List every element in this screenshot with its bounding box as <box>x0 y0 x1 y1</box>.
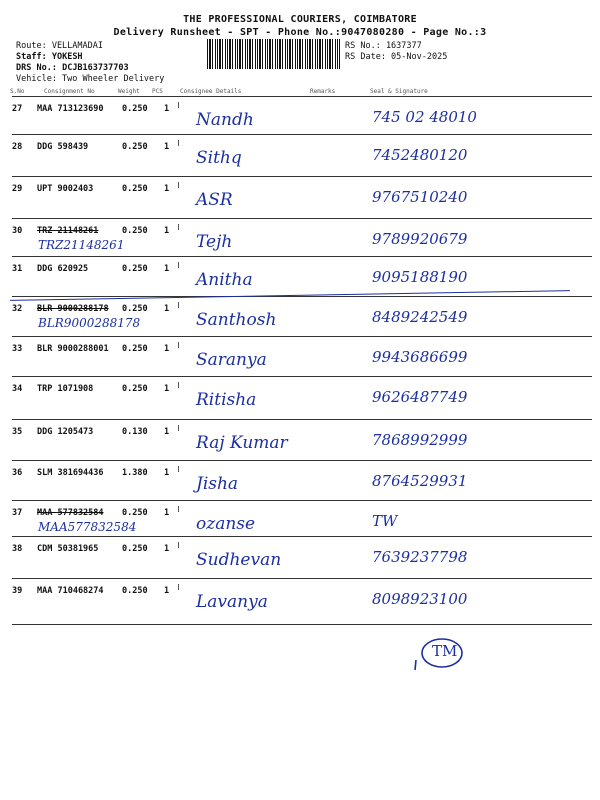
meta-right-block <box>345 41 447 63</box>
row-consignment: MAA 577832584 <box>37 508 104 518</box>
row-sno: 31 <box>12 264 23 274</box>
col-consignee: Consignee Details <box>180 88 242 95</box>
table-row <box>0 100 600 130</box>
row-rule <box>12 578 592 579</box>
row-signature-phone: 9789920679 <box>372 230 468 248</box>
row-consignment: MAA 710468274 <box>37 586 104 596</box>
row-consignee-name: ozanse <box>196 514 256 534</box>
row-signature-phone: 9943686699 <box>372 348 468 366</box>
row-weight: 0.250 <box>122 142 148 152</box>
row-rule <box>12 176 592 177</box>
row-pcs: 1 <box>164 384 170 394</box>
row-signature-phone: 9095188190 <box>372 268 468 286</box>
cell-divider <box>178 425 179 431</box>
cell-divider <box>178 102 179 108</box>
row-consignee-name: Saranya <box>196 350 267 370</box>
table-row <box>0 180 600 210</box>
row-rule <box>12 336 592 337</box>
table-row <box>0 504 600 534</box>
row-pcs: 1 <box>164 142 170 152</box>
row-weight: 0.250 <box>122 586 148 596</box>
table-row <box>0 540 600 570</box>
row-consignee-name: Nandh <box>196 110 254 130</box>
row-pcs: 1 <box>164 344 170 354</box>
row-sno: 39 <box>12 586 23 596</box>
row-pcs: 1 <box>164 544 170 554</box>
row-weight: 0.250 <box>122 544 148 554</box>
cell-divider <box>178 466 179 472</box>
row-sno: 30 <box>12 226 23 236</box>
row-weight: 0.250 <box>122 104 148 114</box>
row-consignee-name: Ritisha <box>196 390 257 410</box>
runsheet-subtitle: Delivery Runsheet - SPT - Phone No.:9047080280 - Page No.:3 <box>113 27 487 38</box>
row-rule <box>12 256 592 257</box>
cell-divider <box>178 140 179 146</box>
row-signature-phone: 8764529931 <box>372 472 468 490</box>
row-signature-phone: 9626487749 <box>372 388 468 406</box>
staff-label: Staff: <box>16 52 47 62</box>
cell-divider <box>178 302 179 308</box>
table-row <box>0 380 600 410</box>
row-consignment: DDG 598439 <box>37 142 89 152</box>
row-rule <box>12 296 592 297</box>
row-sno: 36 <box>12 468 23 478</box>
row-signature-phone: 745 02 48010 <box>372 108 477 126</box>
vehicle-text: Vehicle: Two Wheeler Delivery <box>16 74 165 84</box>
row-sno: 29 <box>12 184 23 194</box>
cell-divider <box>178 224 179 230</box>
cell-divider <box>178 182 179 188</box>
row-consignee-name: Tejh <box>196 232 233 252</box>
row-consignment: BLR 9000288178 <box>37 304 109 314</box>
col-pcs: PCS <box>152 88 163 95</box>
row-consignment-handwritten: MAA577832584 <box>38 520 137 534</box>
row-consignment-handwritten: BLR9000288178 <box>38 316 141 330</box>
row-signature-phone: 7868992999 <box>372 431 468 449</box>
row-consignment: CDM 50381965 <box>37 544 99 554</box>
row-consignee-name: Santhosh <box>196 310 277 330</box>
row-rule <box>12 500 592 501</box>
row-rule <box>12 419 592 420</box>
stamp-text: TM <box>432 642 458 660</box>
row-consignee-name: Raj Kumar <box>196 433 288 453</box>
row-consignee-name: Lavanya <box>196 592 268 612</box>
row-rule <box>12 460 592 461</box>
col-remarks: Remarks <box>310 88 336 95</box>
row-rule <box>12 376 592 377</box>
row-consignment: DDG 620925 <box>37 264 89 274</box>
col-sno: S.No <box>10 88 25 95</box>
row-weight: 0.130 <box>122 427 148 437</box>
row-weight: 1.380 <box>122 468 148 478</box>
row-pcs: 1 <box>164 586 170 596</box>
row-consignment-handwritten: TRZ21148261 <box>38 238 125 252</box>
table-row <box>0 340 600 370</box>
row-signature-phone: 7639237798 <box>372 548 468 566</box>
col-weight: Weight <box>118 88 140 95</box>
row-weight: 0.250 <box>122 384 148 394</box>
row-sno: 33 <box>12 344 23 354</box>
table-row <box>0 260 600 290</box>
cell-divider <box>178 584 179 590</box>
row-pcs: 1 <box>164 427 170 437</box>
row-consignee-name: Sithq <box>196 148 242 168</box>
row-sno: 28 <box>12 142 23 152</box>
row-weight: 0.250 <box>122 344 148 354</box>
cell-divider <box>178 262 179 268</box>
company-title: THE PROFESSIONAL COURIERS, COIMBATORE <box>183 14 417 25</box>
row-weight: 0.250 <box>122 508 148 518</box>
row-weight: 0.250 <box>122 184 148 194</box>
table-row <box>0 300 600 330</box>
rs-number: RS No.: 1637377 <box>345 41 422 51</box>
route-text: Route: VELLAMADAI <box>16 41 103 51</box>
row-consignment: SLM 381694436 <box>37 468 104 478</box>
row-rule <box>12 536 592 537</box>
cell-divider <box>178 342 179 348</box>
row-consignee-name: Sudhevan <box>196 550 282 570</box>
row-sno: 38 <box>12 544 23 554</box>
row-weight: 0.250 <box>122 304 148 314</box>
header-rule <box>12 96 592 97</box>
column-header-row <box>10 88 590 96</box>
cell-divider <box>178 506 179 512</box>
table-end-rule <box>12 624 592 625</box>
staff-line <box>16 52 164 63</box>
table-row <box>0 138 600 168</box>
row-signature-phone: 7452480120 <box>372 146 468 164</box>
table-row <box>0 222 600 252</box>
row-rule <box>12 218 592 219</box>
row-weight: 0.250 <box>122 264 148 274</box>
row-signature-phone: TW <box>372 512 398 530</box>
row-signature-phone: 8098923100 <box>372 590 468 608</box>
row-pcs: 1 <box>164 468 170 478</box>
row-consignee-name: Anitha <box>196 270 253 290</box>
row-signature-phone: 9767510240 <box>372 188 468 206</box>
row-sno: 27 <box>12 104 23 114</box>
meta-left-block <box>16 41 164 85</box>
table-row <box>0 464 600 494</box>
row-consignment: UPT 9002403 <box>37 184 94 194</box>
row-consignment: BLR 9000288001 <box>37 344 109 354</box>
row-sno: 32 <box>12 304 23 314</box>
col-signature: Seal & Signature <box>370 88 428 95</box>
footer-stamp <box>412 634 472 678</box>
drs-number: DCJB163737703 <box>62 63 129 73</box>
row-consignee-name: ASR <box>196 190 233 210</box>
row-weight: 0.250 <box>122 226 148 236</box>
row-signature-phone: 8489242549 <box>372 308 468 326</box>
row-consignment: MAA 713123690 <box>37 104 104 114</box>
row-sno: 37 <box>12 508 23 518</box>
row-pcs: 1 <box>164 104 170 114</box>
row-pcs: 1 <box>164 184 170 194</box>
row-consignment: TRP 1071908 <box>37 384 94 394</box>
row-pcs: 1 <box>164 264 170 274</box>
col-consignment: Consignment No <box>44 88 95 95</box>
row-rule <box>12 134 592 135</box>
barcode-image <box>207 39 340 69</box>
rs-date: RS Date: 05-Nov-2025 <box>345 52 448 62</box>
drs-label: DRS No.: <box>16 63 57 73</box>
table-row <box>0 582 600 612</box>
drs-line <box>16 63 164 74</box>
row-sno: 34 <box>12 384 23 394</box>
row-consignment: DDG 1205473 <box>37 427 94 437</box>
row-consignment: TRZ 21148261 <box>37 226 99 236</box>
row-consignee-name: Jisha <box>196 474 239 494</box>
row-pcs: 1 <box>164 304 170 314</box>
row-sno: 35 <box>12 427 23 437</box>
table-row <box>0 423 600 453</box>
row-pcs: 1 <box>164 226 170 236</box>
staff-name: YOKESH <box>51 52 83 62</box>
cell-divider <box>178 542 179 548</box>
row-pcs: 1 <box>164 508 170 518</box>
cell-divider <box>178 382 179 388</box>
